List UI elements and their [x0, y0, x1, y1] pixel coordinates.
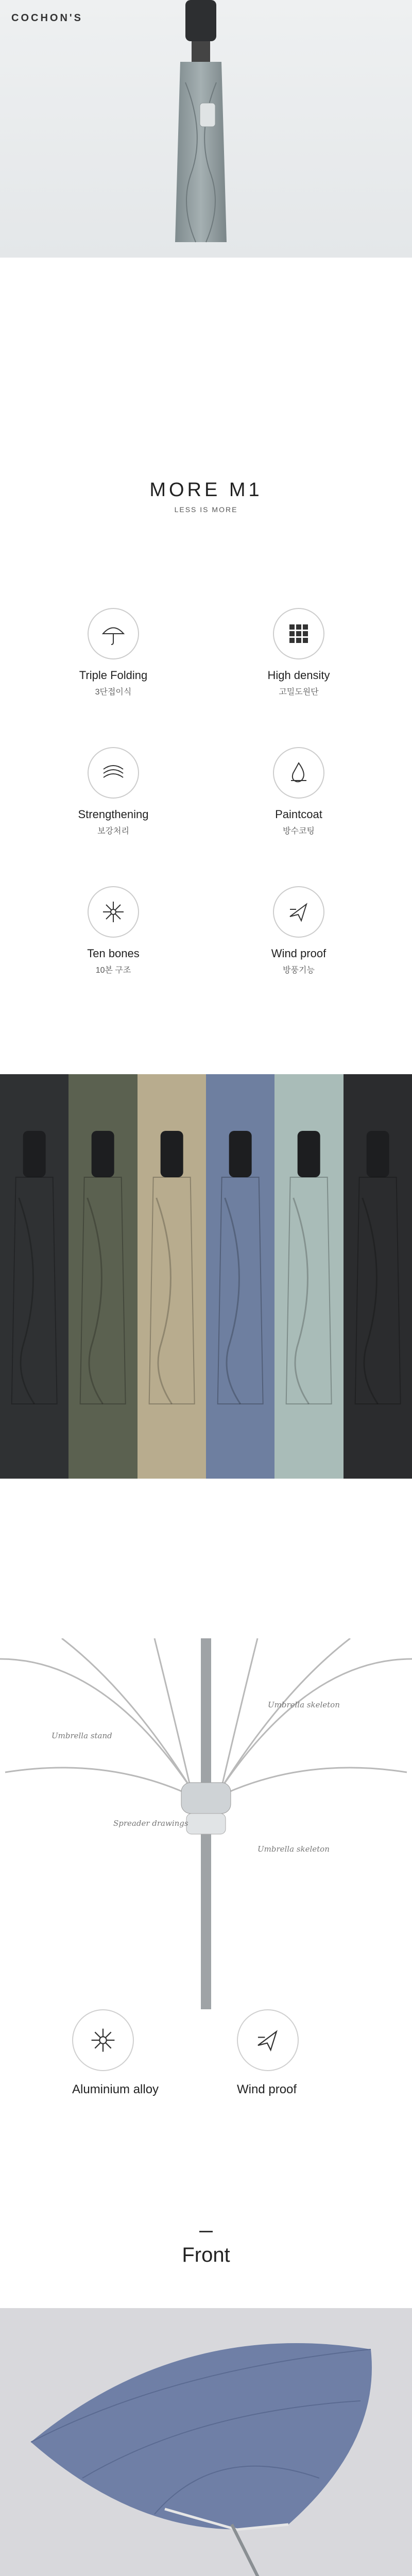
- feature-wind-proof: [237, 886, 360, 975]
- folded-umbrella-variant: [274, 1074, 343, 1479]
- alloy-icon: [72, 2009, 134, 2071]
- annotation-label: Umbrella skeleton: [258, 1844, 330, 1854]
- color-swatch: [68, 1074, 137, 1479]
- feature-title: Wind proof: [271, 947, 327, 960]
- feature-subtitle: 3단접이식: [95, 688, 132, 697]
- product-model: MORE M1: [149, 479, 263, 501]
- feature-paintcoat: [237, 747, 360, 836]
- folded-umbrella-variant: [138, 1074, 206, 1479]
- folded-umbrella-variant: [0, 1074, 68, 1479]
- droplet-icon: [273, 747, 324, 799]
- section-title: Front: [182, 2244, 230, 2266]
- feature-subtitle: 10본 구조: [95, 966, 131, 975]
- feature-high-density: [237, 608, 360, 697]
- folded-umbrella-variant: [68, 1074, 137, 1479]
- feature-title: Aluminium alloy: [72, 2082, 159, 2096]
- feature-grid: [0, 608, 412, 1010]
- wind-icon: [273, 886, 324, 938]
- feature-title: Strengthening: [78, 808, 149, 821]
- feature-triple-folding: [52, 608, 175, 697]
- annotation-label: Umbrella skeleton: [268, 1700, 340, 1709]
- wind-icon: [237, 2009, 299, 2071]
- feature-title: Paintcoat: [275, 808, 322, 821]
- feature-subtitle: 고밀도원단: [279, 688, 319, 697]
- feature-wind-proof-2: [237, 2009, 371, 2097]
- product-tagline: LESS IS MORE: [174, 505, 238, 514]
- feature-title: Ten bones: [87, 947, 140, 960]
- folded-umbrella-variant: [344, 1074, 412, 1479]
- feature-aluminium-alloy: [72, 2009, 206, 2097]
- umbrella-icon: [88, 608, 139, 659]
- umbrella-skeleton-illustration: [0, 1638, 412, 2009]
- feature-title: Triple Folding: [79, 669, 148, 682]
- front-open-umbrella-image: [0, 2308, 412, 2576]
- brand-logo: COCHON'S: [11, 12, 83, 24]
- color-swatch: [138, 1074, 206, 1479]
- hero-banner: [0, 0, 412, 258]
- ten-ribs-icon: [88, 886, 139, 938]
- skeleton-diagram: [0, 1638, 412, 2009]
- color-swatch: [206, 1074, 274, 1479]
- product-title-block: [0, 479, 412, 514]
- color-swatch: [274, 1074, 343, 1479]
- feature-subtitle: 방수코팅: [283, 827, 315, 836]
- reinforce-icon: [88, 747, 139, 799]
- feature-ten-bones: [52, 886, 175, 975]
- color-swatch: [344, 1074, 412, 1479]
- feature-title: High density: [267, 669, 330, 682]
- feature-title: Wind proof: [237, 2082, 297, 2096]
- grid-icon: [273, 608, 324, 659]
- divider: [199, 2231, 213, 2232]
- color-swatch: [0, 1074, 68, 1479]
- annotation-label: Spreader drawings: [113, 1819, 188, 1828]
- folded-umbrella-image: [0, 0, 412, 258]
- color-variants: [0, 1074, 412, 1479]
- section-header-front: [0, 2231, 412, 2267]
- feature-strengthening: [52, 747, 175, 836]
- feature-subtitle: 방풍기능: [283, 966, 315, 975]
- annotation-label: Umbrella stand: [52, 1731, 112, 1740]
- feature-subtitle: 보강처리: [97, 827, 129, 836]
- folded-umbrella-variant: [206, 1074, 274, 1479]
